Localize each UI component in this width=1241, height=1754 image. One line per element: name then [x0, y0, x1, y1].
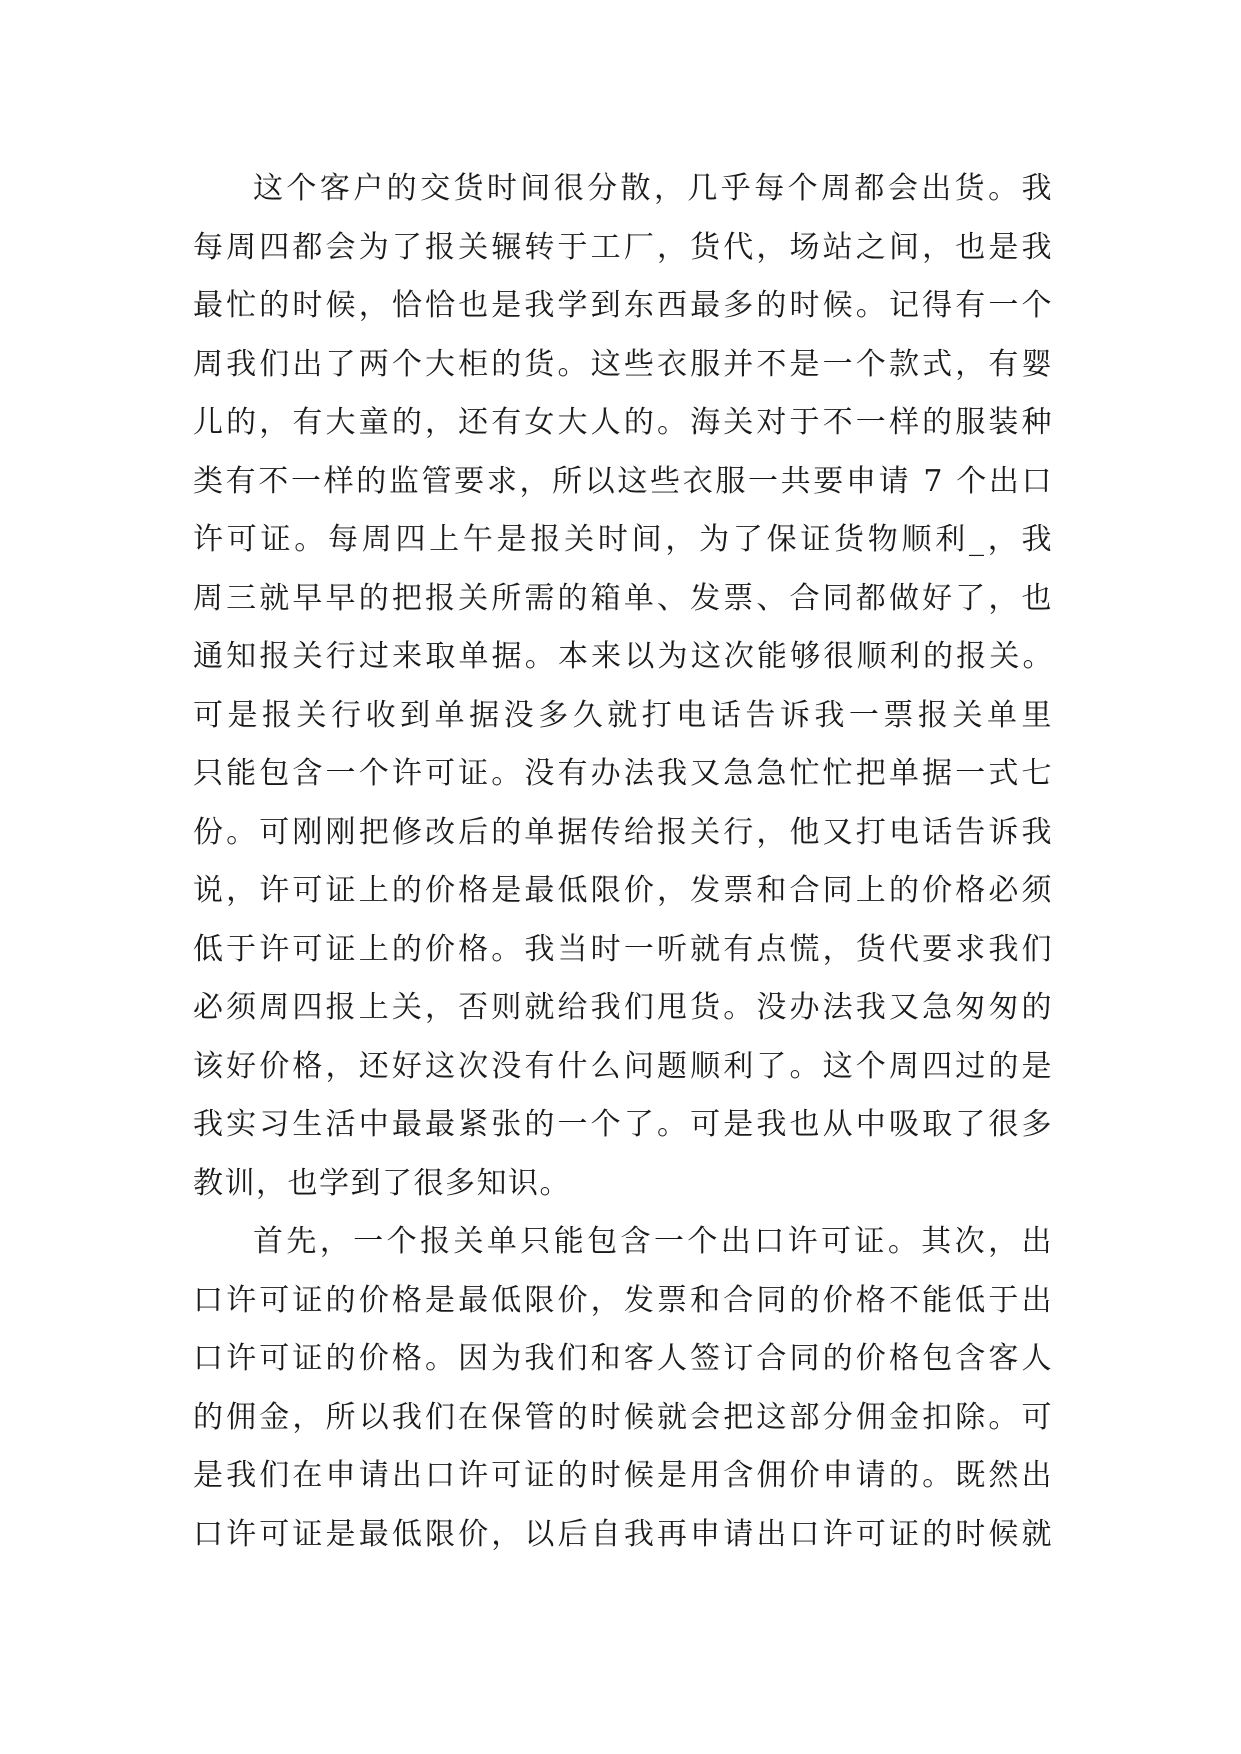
- text-line: 可是报关行收到单据没多久就打电话告诉我一票报关单里: [193, 697, 1053, 733]
- paragraph-1: [193, 160, 1053, 1213]
- text-line: 儿的，有大童的，还有女大人的。海关对于不一样的服装种: [193, 405, 1053, 440]
- text-line: 的佣金，所以我们在保管的时候就会把这部分佣金扣除。可: [193, 1399, 1053, 1435]
- text-line: 这个客户的交货时间很分散，几乎每个周都会出货。我: [253, 171, 1053, 206]
- text-line: 是我们在申请出口许可证的时候是用含佣价申请的。既然出: [193, 1458, 1053, 1493]
- text-line: 口许可证是最低限价，以后自我再申请出口许可证的时候就: [193, 1516, 1053, 1552]
- text-line: 低于许可证上的价格。我当时一听就有点慌，货代要求我们: [193, 931, 1053, 967]
- document-body: [193, 160, 1053, 1564]
- text-line: 我实习生活中最最紧张的一个了。可是我也从中吸取了很多: [193, 1107, 1053, 1142]
- text-line: 每周四都会为了报关辗转于工厂，货代，场站之间，也是我: [193, 229, 1053, 265]
- text-line: 份。可刚刚把修改后的单据传给报关行，他又打电话告诉我: [193, 814, 1053, 850]
- text-line: 该好价格，还好这次没有什么问题顺利了。这个周四过的是: [193, 1048, 1053, 1084]
- text-line: 通知报关行过来取单据。本来以为这次能够很顺利的报关。: [193, 639, 1053, 674]
- text-line: 必须周四报上关，否则就给我们甩货。没办法我又急匆匆的: [193, 990, 1053, 1025]
- paragraph-2: [193, 1213, 1053, 1564]
- text-line: 只能包含一个许可证。没有办法我又急急忙忙把单据一式七: [193, 756, 1053, 791]
- text-line: 口许可证的价格是最低限价，发票和合同的价格不能低于出: [193, 1282, 1053, 1318]
- text-line: 周三就早早的把报关所需的箱单、发票、合同都做好了，也: [193, 580, 1053, 616]
- text-line: 类有不一样的监管要求，所以这些衣服一共要申请 7 个出口: [193, 463, 1053, 499]
- text-line: 首先，一个报关单只能包含一个出口许可证。其次，出: [253, 1224, 1053, 1259]
- text-line: 口许可证的价格。因为我们和客人签订合同的价格包含客人: [193, 1341, 1053, 1376]
- text-line: 周我们出了两个大柜的货。这些衣服并不是一个款式，有婴: [193, 346, 1053, 382]
- text-line: 说，许可证上的价格是最低限价，发票和合同上的价格必须: [193, 873, 1053, 908]
- text-line: 最忙的时候，恰恰也是我学到东西最多的时候。记得有一个: [193, 288, 1053, 323]
- text-line: 许可证。每周四上午是报关时间，为了保证货物顺利_，我: [193, 522, 1053, 557]
- text-line: 教训，也学到了很多知识。: [193, 1165, 571, 1201]
